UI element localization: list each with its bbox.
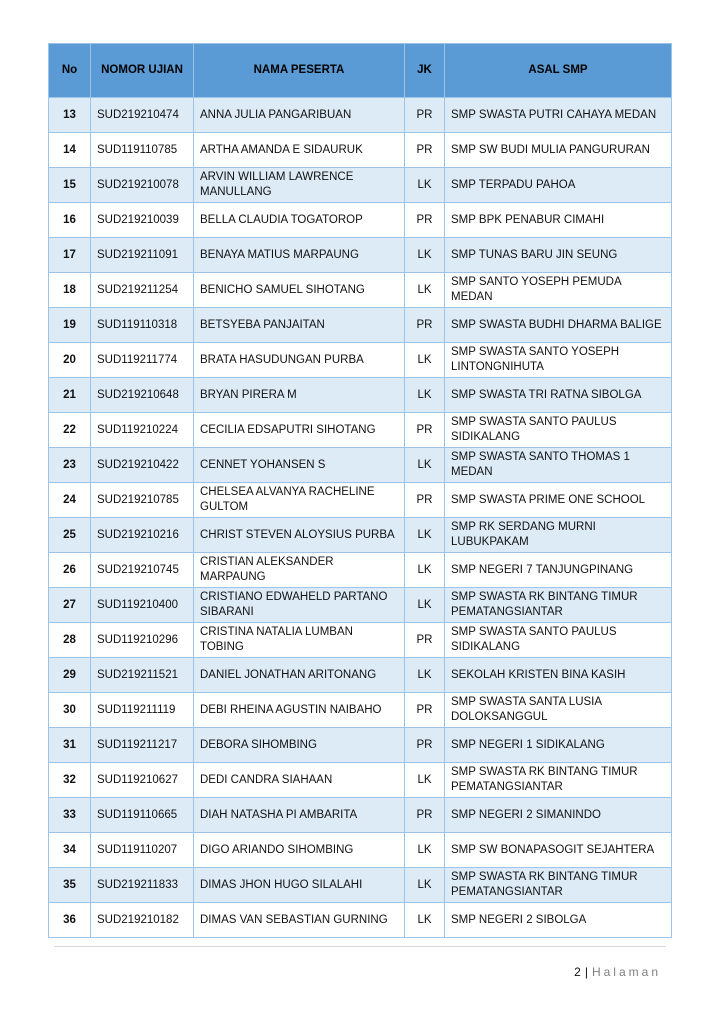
cell-jk: LK (405, 868, 445, 903)
cell-nama-peserta: DIGO ARIANDO SIHOMBING (194, 833, 405, 868)
table-body (49, 98, 672, 938)
table-row (49, 273, 672, 308)
cell-asal-smp: SMP SW BONAPASOGIT SEJAHTERA (445, 833, 672, 868)
cell-nomor-ujian: SUD119210296 (91, 623, 194, 658)
cell-no: 22 (49, 413, 91, 448)
cell-jk: LK (405, 378, 445, 413)
table-row (49, 658, 672, 693)
cell-no: 27 (49, 588, 91, 623)
participant-table-container (48, 43, 671, 938)
cell-jk: PR (405, 203, 445, 238)
table-row (49, 903, 672, 938)
cell-nama-peserta: DIMAS JHON HUGO SILALAHI (194, 868, 405, 903)
cell-asal-smp: SMP SWASTA PRIME ONE SCHOOL (445, 483, 672, 518)
cell-nomor-ujian: SUD119211119 (91, 693, 194, 728)
table-row (49, 553, 672, 588)
cell-nama-peserta: BRYAN PIRERA M (194, 378, 405, 413)
table-row (49, 483, 672, 518)
cell-asal-smp: SMP SWASTA SANTO PAULUS SIDIKALANG (445, 413, 672, 448)
table-row (49, 98, 672, 133)
cell-no: 34 (49, 833, 91, 868)
cell-nama-peserta: DANIEL JONATHAN ARITONANG (194, 658, 405, 693)
cell-nama-peserta: BRATA HASUDUNGAN PURBA (194, 343, 405, 378)
cell-nomor-ujian: SUD119210400 (91, 588, 194, 623)
cell-jk: LK (405, 168, 445, 203)
cell-jk: PR (405, 98, 445, 133)
cell-nama-peserta: CRISTIANO EDWAHELD PARTANO SIBARANI (194, 588, 405, 623)
cell-no: 26 (49, 553, 91, 588)
table-row (49, 203, 672, 238)
page-footer (574, 965, 661, 979)
cell-nomor-ujian: SUD219211521 (91, 658, 194, 693)
table-row (49, 868, 672, 903)
cell-no: 24 (49, 483, 91, 518)
header-jk: JK (405, 44, 445, 98)
cell-jk: LK (405, 518, 445, 553)
table-row (49, 413, 672, 448)
cell-nama-peserta: DEBI RHEINA AGUSTIN NAIBAHO (194, 693, 405, 728)
cell-nama-peserta: CHRIST STEVEN ALOYSIUS PURBA (194, 518, 405, 553)
cell-asal-smp: SMP SWASTA SANTO PAULUS SIDIKALANG (445, 623, 672, 658)
cell-asal-smp: SMP RK SERDANG MURNI LUBUKPAKAM (445, 518, 672, 553)
table-row (49, 693, 672, 728)
cell-no: 20 (49, 343, 91, 378)
cell-nomor-ujian: SUD219210745 (91, 553, 194, 588)
cell-nama-peserta: CENNET YOHANSEN S (194, 448, 405, 483)
cell-nama-peserta: ANNA JULIA PANGARIBUAN (194, 98, 405, 133)
table-row (49, 168, 672, 203)
cell-jk: PR (405, 693, 445, 728)
cell-jk: PR (405, 623, 445, 658)
cell-jk: PR (405, 308, 445, 343)
table-row (49, 728, 672, 763)
cell-no: 14 (49, 133, 91, 168)
cell-nomor-ujian: SUD219210078 (91, 168, 194, 203)
cell-jk: LK (405, 273, 445, 308)
cell-no: 36 (49, 903, 91, 938)
cell-nomor-ujian: SUD219211833 (91, 868, 194, 903)
cell-no: 29 (49, 658, 91, 693)
cell-asal-smp: SMP SWASTA RK BINTANG TIMUR PEMATANGSIANTAR (445, 588, 672, 623)
cell-nama-peserta: DEBORA SIHOMBING (194, 728, 405, 763)
header-nomor-ujian: NOMOR UJIAN (91, 44, 194, 98)
table-row (49, 308, 672, 343)
cell-nomor-ujian: SUD119210224 (91, 413, 194, 448)
cell-jk: PR (405, 728, 445, 763)
cell-asal-smp: SEKOLAH KRISTEN BINA KASIH (445, 658, 672, 693)
cell-no: 23 (49, 448, 91, 483)
cell-no: 32 (49, 763, 91, 798)
cell-nomor-ujian: SUD119110318 (91, 308, 194, 343)
header-no: No (49, 44, 91, 98)
cell-no: 28 (49, 623, 91, 658)
cell-no: 16 (49, 203, 91, 238)
cell-jk: LK (405, 448, 445, 483)
cell-no: 13 (49, 98, 91, 133)
cell-jk: LK (405, 588, 445, 623)
header-nama-peserta: NAMA PESERTA (194, 44, 405, 98)
cell-asal-smp: SMP SW BUDI MULIA PANGURURAN (445, 133, 672, 168)
cell-nomor-ujian: SUD219210648 (91, 378, 194, 413)
cell-asal-smp: SMP SWASTA PUTRI CAHAYA MEDAN (445, 98, 672, 133)
cell-jk: LK (405, 903, 445, 938)
cell-asal-smp: SMP NEGERI 2 SIBOLGA (445, 903, 672, 938)
cell-nomor-ujian: SUD219210182 (91, 903, 194, 938)
table-row (49, 378, 672, 413)
table-row (49, 343, 672, 378)
cell-no: 31 (49, 728, 91, 763)
cell-nama-peserta: CRISTIAN ALEKSANDER MARPAUNG (194, 553, 405, 588)
cell-asal-smp: SMP SWASTA TRI RATNA SIBOLGA (445, 378, 672, 413)
cell-no: 17 (49, 238, 91, 273)
cell-nomor-ujian: SUD219210785 (91, 483, 194, 518)
cell-jk: LK (405, 553, 445, 588)
cell-nama-peserta: DEDI CANDRA SIAHAAN (194, 763, 405, 798)
cell-jk: LK (405, 343, 445, 378)
cell-asal-smp: SMP BPK PENABUR CIMAHI (445, 203, 672, 238)
page-word: Halaman (591, 965, 661, 979)
table-row (49, 133, 672, 168)
cell-nama-peserta: CHELSEA ALVANYA RACHELINE GULTOM (194, 483, 405, 518)
cell-no: 35 (49, 868, 91, 903)
cell-asal-smp: SMP TUNAS BARU JIN SEUNG (445, 238, 672, 273)
cell-no: 33 (49, 798, 91, 833)
cell-nomor-ujian: SUD219210474 (91, 98, 194, 133)
cell-jk: LK (405, 763, 445, 798)
table-header-row (49, 44, 672, 98)
cell-nomor-ujian: SUD219211254 (91, 273, 194, 308)
cell-nama-peserta: DIAH NATASHA PI AMBARITA (194, 798, 405, 833)
cell-no: 18 (49, 273, 91, 308)
table-row (49, 763, 672, 798)
cell-asal-smp: SMP SWASTA RK BINTANG TIMUR PEMATANGSIANTAR (445, 763, 672, 798)
cell-nama-peserta: BENAYA MATIUS MARPAUNG (194, 238, 405, 273)
cell-no: 21 (49, 378, 91, 413)
cell-nama-peserta: BETSYEBA PANJAITAN (194, 308, 405, 343)
table-row (49, 238, 672, 273)
cell-nomor-ujian: SUD119110665 (91, 798, 194, 833)
cell-jk: PR (405, 133, 445, 168)
table-row (49, 623, 672, 658)
cell-asal-smp: SMP SWASTA SANTA LUSIA DOLOKSANGGUL (445, 693, 672, 728)
cell-nama-peserta: ARVIN WILLIAM LAWRENCE MANULLANG (194, 168, 405, 203)
page-number: 2 (574, 965, 581, 979)
cell-jk: LK (405, 238, 445, 273)
cell-asal-smp: SMP NEGERI 1 SIDIKALANG (445, 728, 672, 763)
participant-table (48, 43, 672, 938)
table-row (49, 448, 672, 483)
cell-nomor-ujian: SUD119110785 (91, 133, 194, 168)
cell-jk: PR (405, 413, 445, 448)
cell-asal-smp: SMP NEGERI 7 TANJUNGPINANG (445, 553, 672, 588)
cell-nomor-ujian: SUD119211217 (91, 728, 194, 763)
table-row (49, 833, 672, 868)
table-row (49, 798, 672, 833)
cell-nama-peserta: BENICHO SAMUEL SIHOTANG (194, 273, 405, 308)
cell-nomor-ujian: SUD219210422 (91, 448, 194, 483)
cell-asal-smp: SMP SANTO YOSEPH PEMUDA MEDAN (445, 273, 672, 308)
cell-jk: PR (405, 798, 445, 833)
footer-divider (54, 946, 666, 947)
cell-nomor-ujian: SUD119110207 (91, 833, 194, 868)
cell-asal-smp: SMP TERPADU PAHOA (445, 168, 672, 203)
cell-no: 30 (49, 693, 91, 728)
cell-nomor-ujian: SUD119211774 (91, 343, 194, 378)
cell-asal-smp: SMP NEGERI 2 SIMANINDO (445, 798, 672, 833)
cell-nomor-ujian: SUD219210039 (91, 203, 194, 238)
cell-nama-peserta: DIMAS VAN SEBASTIAN GURNING (194, 903, 405, 938)
cell-no: 25 (49, 518, 91, 553)
table-row (49, 588, 672, 623)
footer-separator: | (584, 965, 588, 979)
cell-nama-peserta: CECILIA EDSAPUTRI SIHOTANG (194, 413, 405, 448)
cell-nama-peserta: BELLA CLAUDIA TOGATOROP (194, 203, 405, 238)
cell-nomor-ujian: SUD119210627 (91, 763, 194, 798)
cell-no: 19 (49, 308, 91, 343)
cell-nama-peserta: CRISTINA NATALIA LUMBAN TOBING (194, 623, 405, 658)
header-asal-smp: ASAL SMP (445, 44, 672, 98)
cell-asal-smp: SMP SWASTA BUDHI DHARMA BALIGE (445, 308, 672, 343)
cell-asal-smp: SMP SWASTA SANTO THOMAS 1 MEDAN (445, 448, 672, 483)
cell-jk: LK (405, 658, 445, 693)
table-row (49, 518, 672, 553)
cell-nama-peserta: ARTHA AMANDA E SIDAURUK (194, 133, 405, 168)
cell-nomor-ujian: SUD219211091 (91, 238, 194, 273)
cell-asal-smp: SMP SWASTA SANTO YOSEPH LINTONGNIHUTA (445, 343, 672, 378)
cell-no: 15 (49, 168, 91, 203)
cell-jk: PR (405, 483, 445, 518)
cell-jk: LK (405, 833, 445, 868)
cell-nomor-ujian: SUD219210216 (91, 518, 194, 553)
cell-asal-smp: SMP SWASTA RK BINTANG TIMUR PEMATANGSIANTAR (445, 868, 672, 903)
